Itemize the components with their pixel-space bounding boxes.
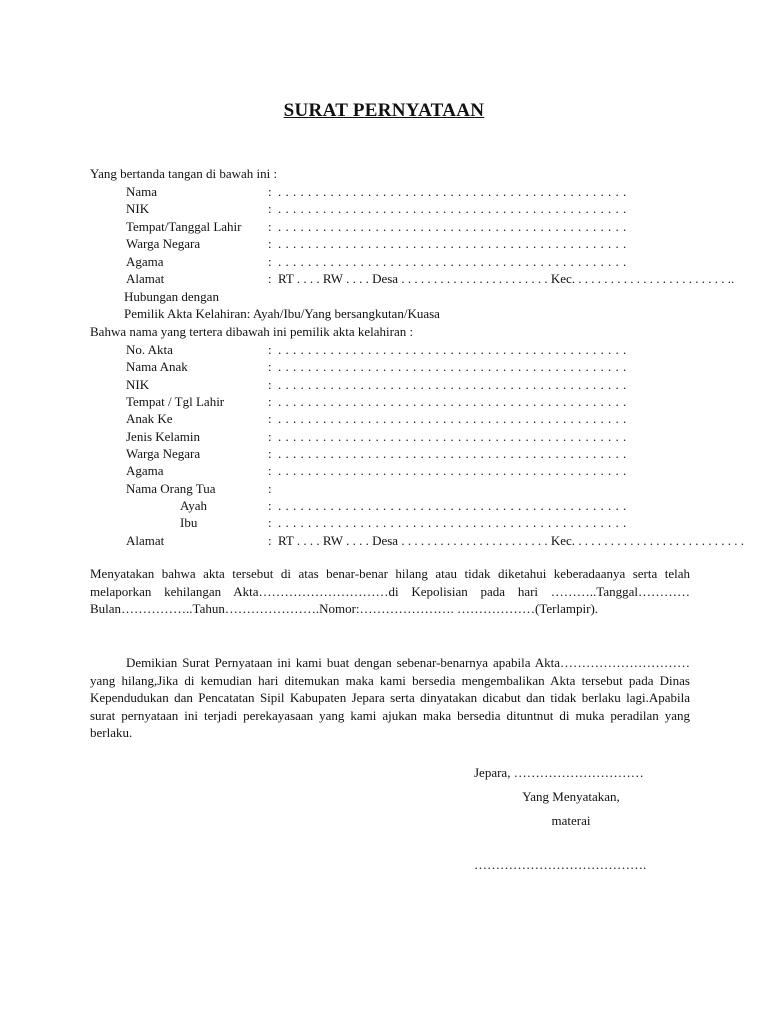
field-colon: : [268,463,272,478]
field-label: NIK [126,201,150,216]
field-value: RT . . . . RW . . . . Desa . . . . . . . . . . . . . . . . . . . . . . . Kec. . . . . . . . . . . . . . . . . . . . . . . . . . . [278,533,745,548]
field-colon: : [268,184,272,199]
field-colon: : [268,219,272,234]
field-label: Nama [126,184,158,199]
field-label: Warga Negara [126,236,201,251]
field-colon: : [268,342,272,357]
owner-intro: Bahwa nama yang tertera dibawah ini pemilik akta kelahiran : [90,324,414,339]
field-label: Alamat [126,533,165,548]
document-title: SURAT PERNYATAAN [283,100,485,121]
field-value: . . . . . . . . . . . . . . . . . . . . . . . . . . . . . . . . . . . . . . . . . . . . . . . [278,429,627,444]
stamp-label: materai [551,813,591,828]
field-label: Anak Ke [126,411,173,426]
field-label: Agama [126,254,164,269]
field-value: . . . . . . . . . . . . . . . . . . . . . . . . . . . . . . . . . . . . . . . . . . . . . . . [278,377,627,392]
field-colon: : [268,359,272,374]
field-colon: : [268,201,272,216]
intro-text: Yang bertanda tangan di bawah ini : [90,166,278,181]
field-value: . . . . . . . . . . . . . . . . . . . . . . . . . . . . . . . . . . . . . . . . . . . . . . . [278,411,627,426]
field-colon: : [268,236,272,251]
field-colon: : [268,498,272,513]
field-label: Ayah [180,498,207,513]
field-value: . . . . . . . . . . . . . . . . . . . . . . . . . . . . . . . . . . . . . . . . . . . . . . . [278,254,627,269]
field-colon: : [268,429,272,444]
statement-paragraph: Menyatakan bahwa akta tersebut di atas benar-benar hilang atau tidak diketahui keberadaanya serta telah melaporkan kehilangan Akta…………………………di Kepolisian pada hari ………..Tanggal…………Bulan……………..Tahun………………….Nomor:…………………. ………………(Terlampir). [90,566,690,617]
field-colon: : [268,411,272,426]
field-colon: : [268,446,272,461]
field-label: Jenis Kelamin [126,429,201,444]
field-label: Tempat/Tanggal Lahir [126,219,242,234]
field-colon: : [268,481,272,496]
field-value: . . . . . . . . . . . . . . . . . . . . . . . . . . . . . . . . . . . . . . . . . . . . . . . [278,446,627,461]
field-label: Tempat / Tgl Lahir [126,394,225,409]
relation-line: Pemilik Akta Kelahiran: Ayah/Ibu/Yang bersangkutan/Kuasa [124,306,440,321]
field-value: . . . . . . . . . . . . . . . . . . . . . . . . . . . . . . . . . . . . . . . . . . . . . . . [278,184,627,199]
field-value: . . . . . . . . . . . . . . . . . . . . . . . . . . . . . . . . . . . . . . . . . . . . . . . [278,342,627,357]
closing-paragraph: Demikian Surat Pernyataan ini kami buat dengan sebenar-benarnya apabila Akta…………………………yang hilang,Jika di kemudian hari ditemukan maka kami bersedia mengembalikan Akta tersebut pada Dinas Kependudukan dan Pencatatan Sipil Kabupaten Jepara serta dinyatakan dicabut dan tidak berlaku lagi.Apabila surat pernyataan ini terjadi perekayasaan yang kami ajukan maka bersedia dituntnut di muka peradilan yang berlaku. [90,655,690,741]
field-label: Warga Negara [126,446,201,461]
field-colon: : [268,271,272,286]
field-value: RT . . . . RW . . . . Desa . . . . . . . . . . . . . . . . . . . . . . . Kec. . . . . . . . . . . . . . . . . . . . . . . . .. [278,271,735,286]
field-value: . . . . . . . . . . . . . . . . . . . . . . . . . . . . . . . . . . . . . . . . . . . . . . . [278,498,627,513]
field-value: . . . . . . . . . . . . . . . . . . . . . . . . . . . . . . . . . . . . . . . . . . . . . . . [278,359,627,374]
field-label: Ibu [180,515,198,530]
signature-line: …………………………………. [474,857,647,872]
signer-label: Yang Menyatakan, [522,789,620,804]
field-label: Nama Anak [126,359,188,374]
field-value: . . . . . . . . . . . . . . . . . . . . . . . . . . . . . . . . . . . . . . . . . . . . . . . [278,201,627,216]
field-value: . . . . . . . . . . . . . . . . . . . . . . . . . . . . . . . . . . . . . . . . . . . . . . . [278,394,627,409]
relation-label: Hubungan dengan [124,289,219,304]
field-colon: : [268,254,272,269]
field-label: Alamat [126,271,165,286]
field-label: Agama [126,463,164,478]
field-colon: : [268,394,272,409]
place-date: Jepara, ………………………… [474,765,644,780]
field-value: . . . . . . . . . . . . . . . . . . . . . . . . . . . . . . . . . . . . . . . . . . . . . . . [278,515,627,530]
field-colon: : [268,377,272,392]
field-value: . . . . . . . . . . . . . . . . . . . . . . . . . . . . . . . . . . . . . . . . . . . . . . . [278,463,627,478]
field-label: No. Akta [126,342,173,357]
field-colon: : [268,515,272,530]
field-label: NIK [126,377,150,392]
field-label: Nama Orang Tua [126,481,216,496]
field-colon: : [268,533,272,548]
field-value: . . . . . . . . . . . . . . . . . . . . . . . . . . . . . . . . . . . . . . . . . . . . . . . [278,219,627,234]
field-value: . . . . . . . . . . . . . . . . . . . . . . . . . . . . . . . . . . . . . . . . . . . . . . . [278,236,627,251]
